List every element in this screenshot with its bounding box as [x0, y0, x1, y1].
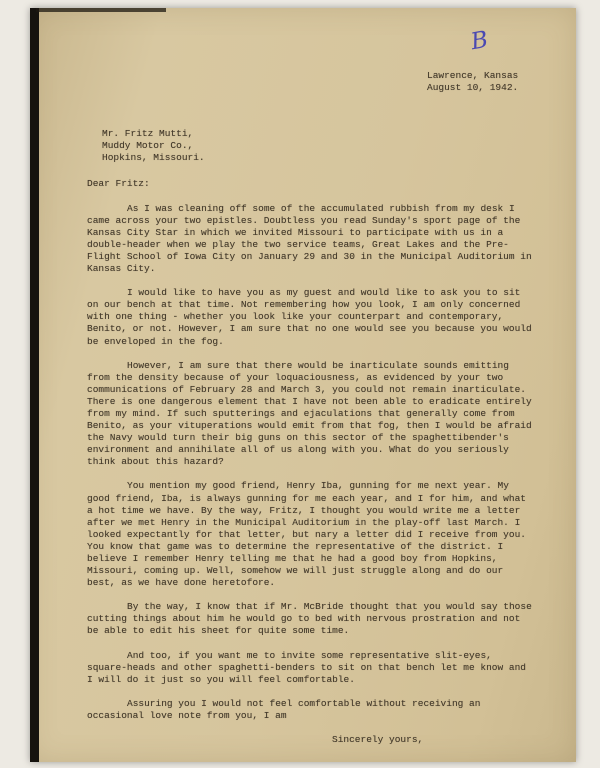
letter-content — [87, 70, 534, 746]
dateline — [427, 70, 534, 94]
closing: Sincerely yours, — [332, 734, 424, 746]
body-paragraph: You mention my good friend, Henry Iba, gunning for me next year. My good friend, Iba, is always gunning for me each year, and I for him, and what a hot time we have. By the way, Fritz, I thought you would write me a letter after we met Henry in the Municipal Auditorium in the play-off last March. I looked expectantly for that letter, but nary a letter did I receive from you. You know that game was to determine the representative of the district. I believe I remember Henry telling me that he had a good boy from Hopkins, Missouri, coming up. Well, somehow we will just struggle along and do our best, as we have done heretofore. — [87, 480, 526, 589]
body-paragraph: However, I am sure that there would be inarticulate sounds emitting from the density because of your loquaciousness, as evidenced by your two communications of February 28 and March 3, you could not remain inarticulate. There is one dangerous element that I have not been able to eradicate entirely from my mind. If such sputterings and ejaculations that generally come from Benito, as your vituperations would emit from that fog, then I would be afraid the Navy would turn their big guns on this sector of the spaghettibender's environment and annihilate all of us along with you. What do you seriously think about this hazard? — [87, 359, 532, 468]
dateline-place: Lawrence, Kansas — [427, 70, 519, 81]
body-paragraph: And too, if you want me to invite some representative slit-eyes, square-heads and other spaghetti-benders to sit on that bench let me know and I will do it just so you will feel comfortable. — [87, 649, 526, 685]
body-paragraph: Assuring you I would not feel comfortable without receiving an occasional love note from you, I am — [87, 697, 481, 721]
handwritten-mark: B — [468, 26, 491, 56]
recipient-city: Hopkins, Missouri. — [102, 152, 205, 164]
recipient-name: Mr. Fritz Mutti, — [102, 128, 194, 140]
scan-edge-top — [36, 8, 166, 12]
body-paragraph: As I was cleaning off some of the accumulated rubbish from my desk I came across your two epistles. Doubtless you read Sunday's sport page of the Kansas City Star in which we invited Missouri to participate with us in a double-header when we play the two service teams, Great Lakes and the Pre-Flight School of Iowa City on January 29 and 30 in the Municipal Auditorium in Kansas City. — [87, 202, 532, 275]
recipient-address — [102, 128, 534, 164]
scan-edge-left — [30, 8, 39, 762]
dateline-date: August 10, 1942. — [427, 82, 519, 94]
body-paragraph: I would like to have you as my guest and would like to ask you to sit on our bench at that time. Not remembering how you look, I am only concerned with one thing - whether you look like your counterpart and contemporary, Benito, or not. However, I am sure that no one would see you because you would be enveloped in the fog. — [87, 287, 532, 347]
letter-paper — [30, 8, 576, 762]
body-paragraph: By the way, I know that if Mr. McBride thought that you would say those cutting things about him he would go to bed with nervous prostration and not be able to edit his sheet for quite some time. — [87, 601, 532, 637]
recipient-company: Muddy Motor Co., — [102, 140, 194, 152]
salutation: Dear Fritz: — [87, 178, 150, 190]
